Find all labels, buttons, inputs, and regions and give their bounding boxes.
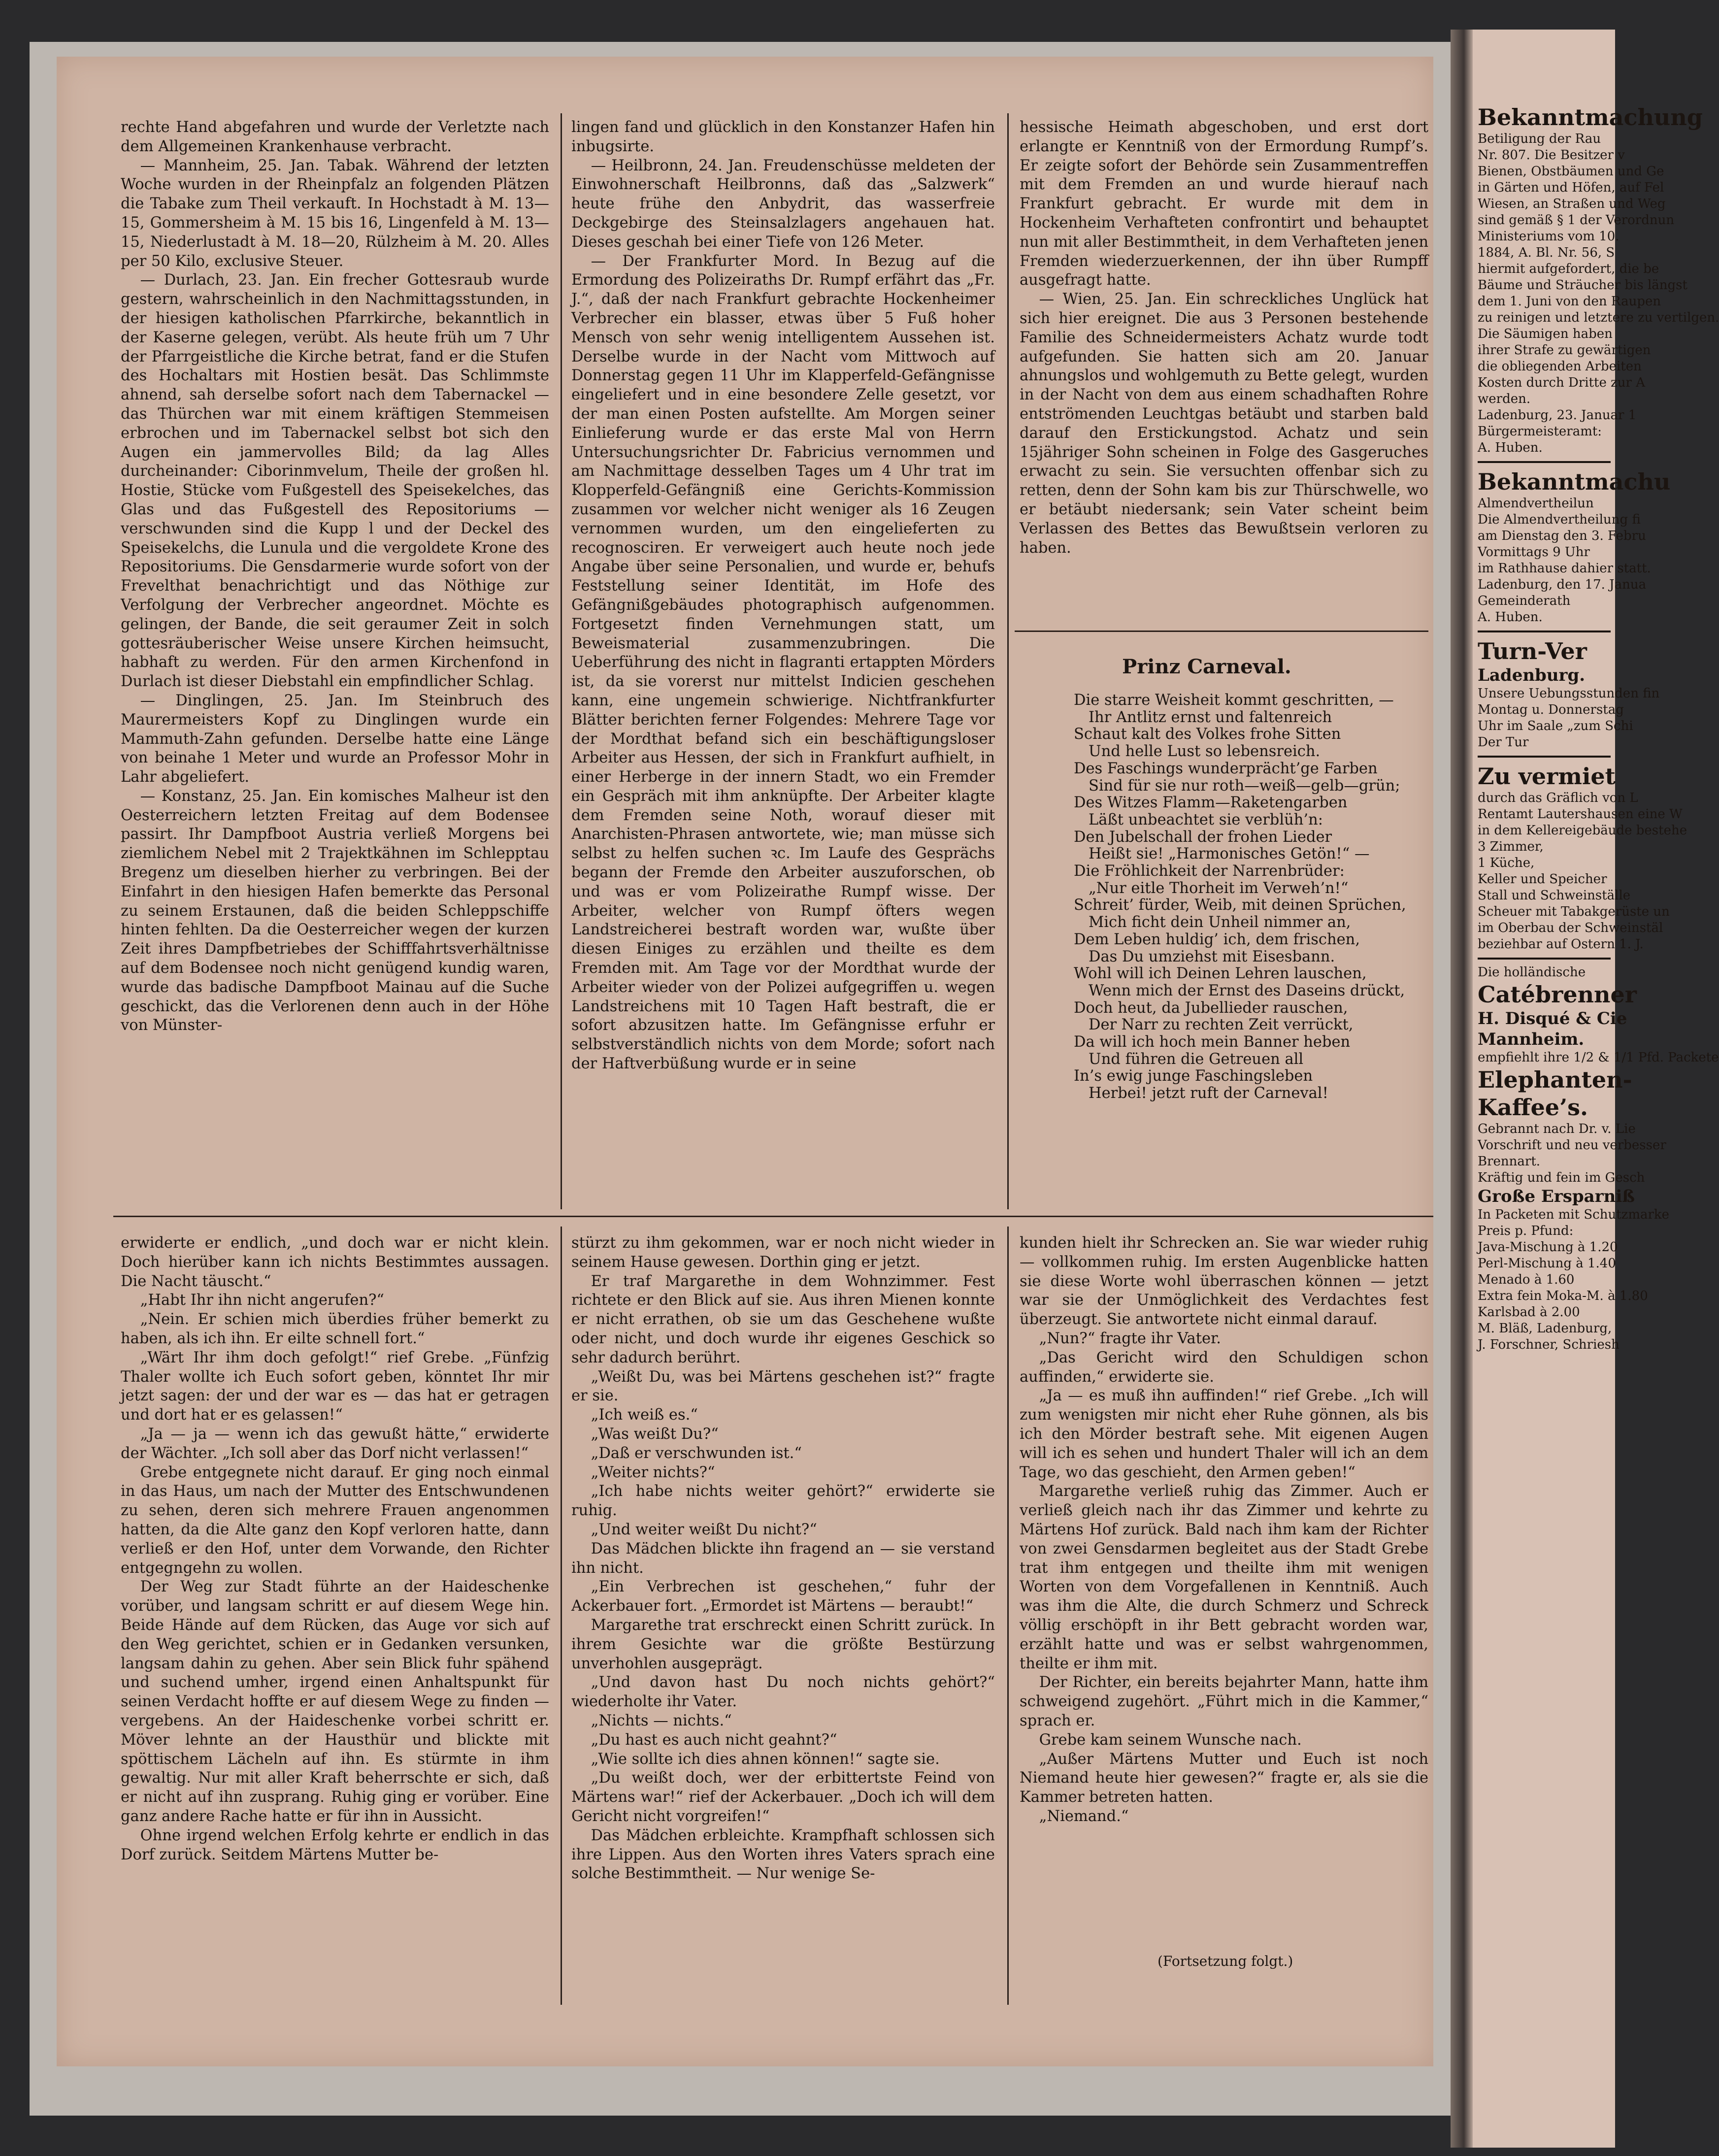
paragraph: Ohne irgend welchen Erfolg kehrte er endlich in das Dorf zurück. Seitdem Märtens Mutter be- <box>121 1826 549 1863</box>
ad-line: Bienen, Obstbäumen und Ge <box>1478 164 1664 179</box>
paragraph: — Konstanz, 25. Jan. Ein komisches Malheur ist den Oesterreichern letzten Freitag auf dem Bodensee passirt. Ihr Dampfboot Austria verließ Morgens bei ziemlichem Nebel mit 2 Trajektkähnen im Schlepptau Bregenz um dieselben hierher zu verbringen. Bei der Einfahrt in den hiesigen Hafen bemerkte das Personal zu seinem Erstaunen, daß die beiden Schleppschiffe hinten fehlten. Da die Oesterreicher wegen der kurzen Zeit ihres Dampfbetriebes der Schifffahrtsverhältnisse auf dem Bodensee noch nicht genügend kundig waren, wurde das badische Dampfboot Mainau auf die Suche geschickt, das die Verlorenen denn auch in der Höhe von Münster- <box>121 787 549 1034</box>
poem-line: Und führen die Getreuen all <box>1089 1050 1304 1068</box>
ad-divider <box>1478 630 1611 632</box>
ad-line: am Dienstag den 3. Febru <box>1478 529 1646 543</box>
ad-line: Ladenburg. <box>1478 665 1586 685</box>
paragraph: kunden hielt ihr Schrecken an. Sie war wieder ruhig — vollkommen ruhig. Im ersten Augenblicke hatten sie diese Worte wohl überraschen können — jetzt war sie der Unmöglichkeit des Verdachtes fest überzeugt. Sie antwortete nicht einmal darauf. <box>1020 1234 1428 1328</box>
paragraph: Margarethe verließ ruhig das Zimmer. Auch er verließ gleich nach ihr das Zimmer und kehrte zu Märtens Hof zurück. Bald nach ihm kam der Richter von zwei Gensdarmen begleitet aus der Stadt Grebe trat ihm entgegen und theilte ihm mit wenigen Worten von dem Vorgefallenen in Kenntniß. Auch was ihm die Alte, die durch Schmerz und Schreck völlig erschöpft in ihr Bett gebracht worden war, erzählt hatte und was er selbst wahrgenommen, theilte er ihm mit. <box>1020 1483 1428 1672</box>
ad-line: Vormittags 9 Uhr <box>1478 545 1590 560</box>
ad-line: 3 Zimmer, <box>1478 839 1544 854</box>
paragraph: Grebe entgegnete nicht darauf. Er ging noch einmal in das Haus, um nach der Mutter des Entschwundenen zu sehen, deren sich mehrere Frauen angenommen hatten, da die Alte ganz den Kopf verloren hatte, dann verließ er den Hof, unter dem Vorwande, den Richter entgegngehn zu wollen. <box>121 1463 549 1577</box>
ad-line: Bekanntmachung <box>1478 104 1703 131</box>
adjacent-page-ads <box>1473 30 1719 2148</box>
ad-line: Nr. 807. Die Besitzer v <box>1478 148 1625 163</box>
paragraph: lingen fand und glücklich in den Konstanzer Hafen hin inbugsirte. <box>571 119 995 155</box>
paragraph: — Dinglingen, 25. Jan. Im Steinbruch des Maurermeisters Kopf zu Dinglingen wurde ein Mammuth-Zahn gefunden. Derselbe hatte eine Länge von beinahe 1 Meter und wurde an Professor Mohr in Lahr abgeliefert. <box>121 692 549 786</box>
poem-line: Schaut kalt des Volkes frohe Sitten <box>1074 726 1341 743</box>
ad-line: A. Huben. <box>1478 440 1543 455</box>
ad-line: Extra fein Moka-M. à 1.80 <box>1478 1289 1648 1303</box>
ad-line: Zu vermiet <box>1478 763 1616 790</box>
paragraph: „Nichts — nichts.“ <box>591 1712 732 1729</box>
paragraph: Das Mädchen blickte ihn fragend an — sie verstand ihn nicht. <box>571 1540 995 1577</box>
ad-line: Preis p. Pfund: <box>1478 1224 1574 1238</box>
article-column-top-1 <box>121 118 549 1212</box>
ad-line: A. Huben. <box>1478 610 1543 625</box>
feuilleton-divider <box>113 1216 1433 1217</box>
paragraph: „Nein. Er schien mich überdies früher bemerkt zu haben, als ich ihn. Er eilte schnell fort.“ <box>121 1311 549 1347</box>
ad-line: Stall und Schweinställe <box>1478 888 1631 903</box>
column-divider <box>561 113 562 1209</box>
paragraph: „Ja — ja — wenn ich das gewußt hätte,“ erwiderte der Wächter. „Ich soll aber das Dorf nicht verlassen!“ <box>121 1425 549 1462</box>
poem-line: Der Narr zu rechten Zeit verrückt, <box>1089 1016 1354 1034</box>
ad-line: Gemeinderath <box>1478 594 1571 608</box>
ad-line: ihrer Strafe zu gewärtigen <box>1478 343 1651 358</box>
ad-line: Die Almendvertheilung fi <box>1478 512 1641 527</box>
poem-line: Doch heut, da Jubellieder rauschen, <box>1074 999 1348 1017</box>
poem-line: Heißt sie! „Harmonisches Getön!“ — <box>1089 845 1370 863</box>
poem-line: Wenn mich der Ernst des Daseins drückt, <box>1089 982 1405 999</box>
ad-line: J. Forschner, Schriesh <box>1478 1337 1620 1352</box>
ad-line: beziehbar auf Ostern 1. J. <box>1478 937 1644 952</box>
ad-line: die obliegenden Arbeiten <box>1478 359 1642 374</box>
article-column-top-3 <box>1020 118 1428 621</box>
ad-line: Java-Mischung à 1.20 <box>1478 1240 1618 1255</box>
paragraph: „Weiter nichts?“ <box>591 1463 715 1481</box>
poem-line: Die starre Weisheit kommt geschritten, — <box>1074 692 1394 709</box>
paragraph: „Niemand.“ <box>1039 1807 1129 1825</box>
paragraph: „Ich weiß es.“ <box>591 1406 698 1424</box>
paragraph: „Nun?“ fragte ihr Vater. <box>1039 1329 1221 1347</box>
poem-line: Sind für sie nur roth—weiß—gelb—grün; <box>1089 777 1400 795</box>
ad-line: Catébrenner <box>1478 981 1637 1008</box>
continuation-note: (Fortsetzung folgt.) <box>1157 1953 1293 1969</box>
poem-line: Mich ficht dein Unheil nimmer an, <box>1089 914 1351 931</box>
paragraph: Der Richter, ein bereits bejahrter Mann, hatte ihm schweigend zugehört. „Führt mich in die Kammer,“ sprach er. <box>1020 1674 1428 1729</box>
ad-divider <box>1478 756 1611 758</box>
ad-line: Kosten durch Dritte zur A <box>1478 375 1646 390</box>
poem-line: Schreit’ fürder, Weib, mit deinen Sprüchen, <box>1074 896 1406 914</box>
poem-line: Läßt unbeachtet sie verblüh’n: <box>1089 811 1323 829</box>
paragraph: „Weißt Du, was bei Märtens geschehen ist?“ fragte er sie. <box>571 1368 995 1405</box>
paragraph: „Außer Märtens Mutter und Euch ist noch Niemand heute hier gewesen?“ fragte er, als sie die Kammer betreten hatten. <box>1020 1750 1428 1806</box>
poem-line: Des Witzes Flamm—Raketengarben <box>1074 794 1348 812</box>
ad-line: H. Disqué & Cie <box>1478 1009 1627 1028</box>
article-column-top-2 <box>571 118 995 1212</box>
ad-divider <box>1478 958 1611 960</box>
ad-line: Vorschrift und neu verbesser <box>1478 1138 1666 1153</box>
ad-line: Der Tur <box>1478 735 1529 750</box>
column-divider <box>1007 1227 1009 2005</box>
paragraph: „Ein Verbrechen ist geschehen,“ fuhr der Ackerbauer fort. „Ermordet ist Märtens — beraubt!“ <box>571 1578 995 1615</box>
ad-line: Keller und Speicher <box>1478 872 1607 887</box>
ad-line: dem 1. Juni von den Raupen <box>1478 294 1661 309</box>
paragraph: „Du hast es auch nicht geahnt?“ <box>591 1731 837 1749</box>
section-divider <box>1015 630 1428 632</box>
column-divider <box>561 1227 562 2005</box>
poem-line: Und helle Lust so lebensreich. <box>1089 743 1321 761</box>
paragraph: Das Mädchen erbleichte. Krampfhaft schlossen sich ihre Lippen. Aus den Worten ihres Vaters sprach eine solche Bestimmtheit. — Nur wenige Se- <box>571 1826 995 1883</box>
ad-line: Scheuer mit Tabakgerüste un <box>1478 904 1670 919</box>
ad-line: in Gärten und Höfen, auf Fel <box>1478 180 1664 195</box>
ad-line: Rentamt Lautershausen eine W <box>1478 807 1683 822</box>
ad-line: Ladenburg, den 17. Janua <box>1478 577 1647 592</box>
column-divider <box>1007 113 1009 1209</box>
ad-line: Menado à 1.60 <box>1478 1272 1575 1287</box>
paragraph: „Wie sollte ich dies ahnen können!“ sagte sie. <box>591 1750 940 1768</box>
poem-line: In’s ewig junge Faschingsleben <box>1074 1067 1313 1085</box>
paragraph: Der Weg zur Stadt führte an der Haideschenke vorüber, und langsam schritt er auf diesem Wege hin. Beide Hände auf dem Rücken, das Auge vor sich auf den Weg gerichtet, schien er in Gedanken versunken, langsam dahin zu gehen. Aber sein Blick fuhr spähend und suchend umher, irgend einen Anhaltspunkt für seinen Verdacht hoffte er auf diesem Wege zu finden — vergebens. An der Haideschenke vorbei schritt er. Möver lehnte an der Hausthür und blickte mit spöttischem Lächeln auf ihn. Es stürmte in ihm gewaltig. Nur mit aller Kraft beherrschte er sich, daß er nicht auf ihn zusprang. Ruhig ging er vorüber. Eine ganz andere Rache hatte er für ihn in Aussicht. <box>121 1578 549 1825</box>
paragraph: Margarethe trat erschreckt einen Schritt zurück. In ihrem Gesichte war die größte Bestürzung unverhohlen ausgeprägt. <box>571 1616 995 1672</box>
ad-line: Perl-Mischung à 1.40 <box>1478 1256 1616 1271</box>
ad-line: im Rathhause dahier statt. <box>1478 561 1651 576</box>
ad-line: 1884, A. Bl. Nr. 56, S <box>1478 245 1615 260</box>
paragraph: hessische Heimath abgeschoben, und erst dort erlangte er Kenntniß von der Ermordung Rumpf’s. Er zeigte sofort der Behörde sein Zusammentreffen mit dem Fremden an und wurde hierauf nach Frankfurt gebracht. Er wurde mit dem in Hockenheim Verhafteten confrontirt und behauptet nun mit aller Bestimmtheit, in dem Verhafteten jenen Fremden wiederzuerkennen, der ihn über Rumpff ausgefragt hatte. <box>1020 119 1428 289</box>
paragraph: „Daß er verschwunden ist.“ <box>591 1444 802 1462</box>
ad-line: Die Säumigen haben <box>1478 327 1613 341</box>
ad-line: In Packeten mit Schutzmarke <box>1478 1207 1670 1222</box>
paragraph: — Wien, 25. Jan. Ein schreckliches Unglück hat sich hier ereignet. Die aus 3 Personen bestehende Familie des Schneidermeisters Achatz wurde todt aufgefunden. Sie hatten sich am 20. Januar ahnungslos und wohlgemuth zu Bette gelegt, wurden in der Nacht von dem aus einem schadhaften Rohre entströmenden Leuchtgas betäubt und starben bald darauf den Erstickungstod. Achatz und sein 15jähriger Sohn scheinen in Folge des Gasgeruches erwacht zu sein. Sie versuchten offenbar sich zu retten, denn der Sohn kam bis zur Thürschwelle, wo er betäubt niedersank; sein Vater scheint beim Verlassen des Bettes das Bewußtsein verloren zu haben. <box>1020 291 1428 557</box>
ad-line: empfiehlt ihre 1/2 & 1/1 Pfd. Packete <box>1478 1050 1719 1065</box>
ad-line: Ministeriums vom 10. <box>1478 229 1620 244</box>
ad-line: Karlsbad à 2.00 <box>1478 1305 1580 1320</box>
paragraph: — Durlach, 23. Jan. Ein frecher Gottesraub wurde gestern, wahrscheinlich in den Nachmittagsstunden, in der hiesigen katholischen Pfarrkirche, bekanntlich in der Kaserne gelegen, verübt. Als heute früh um 7 Uhr der Pfarrgeistliche die Kirche betrat, fand er die Stufen des Hochaltars mit Hostien besät. Das Schlimmste ahnend, sah derselbe sofort nach dem Tabernackel — das Thürchen war mit einem kräftigen Stemmeisen erbrochen und im Tabernackel selbst bot sich den Augen ein jammervolles Bild; da lag Alles durcheinander: Ciborinmvelum, Theile der großen hl. Hostie, Stücke vom Fußgestell des Speisekelches, das Glas und das Fußgestell des Repositoriums — verschwunden sind die Kupp l und der Deckel des Speisekelchs, die Lunula und die vergoldete Krone des Repositoriums. Die Gensdarmerie wurde sofort von der Frevelthat benachrichtigt und das Nöthige zur Verfolgung der Verbrecher angeordnet. Möchte es gelingen, der Bande, die seit geraumer Zeit in solch gottesräuberischer Weise unsere Kirchen heimsucht, habhaft zu werden. Für den armen Kirchenfond in Durlach ist dieser Diebstahl ein empfindlicher Schlag. <box>121 271 549 691</box>
poem-line: Dem Leben huldig’ ich, dem frischen, <box>1074 930 1360 948</box>
paragraph: „Habt Ihr ihn nicht angerufen?“ <box>140 1292 385 1309</box>
ad-line: Turn-Ver <box>1478 638 1587 664</box>
paragraph: stürzt zu ihm gekommen, war er noch nicht wieder in seinem Hause gewesen. Dorthin ging er jetzt. <box>571 1234 995 1271</box>
paragraph: „Du weißt doch, wer der erbittertste Feind von Märtens war!“ rief der Ackerbauer. „Doch ich will dem Gericht nicht vorgreifen!“ <box>571 1769 995 1825</box>
poem-line: Das Du umziehst mit Eisesbann. <box>1089 948 1335 965</box>
ad-line: Kräftig und fein im Gesch <box>1478 1170 1645 1185</box>
paragraph: „Das Gericht wird den Schuldigen schon auffinden,“ erwiderte sie. <box>1020 1349 1428 1386</box>
paragraph: „Und weiter weißt Du nicht?“ <box>591 1521 817 1538</box>
ad-line: Kaffee’s. <box>1478 1094 1588 1121</box>
poem-line: Da will ich hoch mein Banner heben <box>1074 1033 1351 1051</box>
ad-line: werden. <box>1478 392 1531 406</box>
ad-line: Brennart. <box>1478 1154 1541 1169</box>
ad-line: Bäume und Sträucher bis längst <box>1478 278 1687 293</box>
poem-line: Wohl will ich Deinen Lehren lauschen, <box>1074 965 1367 983</box>
ad-line: zu reinigen und letztere zu vertilgen. <box>1478 310 1719 325</box>
poem-line: „Nur eitle Thorheit im Verweh’n!“ <box>1089 879 1349 897</box>
story-column-2 <box>571 1234 995 2007</box>
paragraph: „Ja — es muß ihn auffinden!“ rief Grebe. „Ich will zum wenigsten mir nicht eher Ruhe gönnen, als bis ich den Mörder bestraft sehe. Mit eigenen Augen will ich es sehen und hundert Thaler will ich an dem Tage, wo das geschieht, den Armen geben!“ <box>1020 1387 1428 1481</box>
ad-line: Betiligung der Rau <box>1478 132 1601 146</box>
paragraph: Grebe kam seinem Wunsche nach. <box>1039 1731 1302 1749</box>
ad-line: im Oberbau der Schweinstäl <box>1478 921 1663 935</box>
ad-line: Bürgermeisteramt: <box>1478 424 1602 439</box>
paragraph: — Heilbronn, 24. Jan. Freudenschüsse meldeten der Einwohnerschaft Heilbronns, daß das „Salzwerk“ heute frühe den Anbydrit, das wasserfreie Deckgebirge des Steinsalzlagers angehauen hat. Dieses geschah bei einer Tiefe von 126 Meter. <box>571 157 995 251</box>
ad-line: sind gemäß § 1 der Verordnun <box>1478 213 1675 228</box>
poem-line: Die Fröhlichkeit der Narrenbrüder: <box>1074 862 1345 880</box>
ad-line: 1 Küche, <box>1478 856 1535 870</box>
ad-line: Gebrannt nach Dr. v. Lie <box>1478 1122 1636 1136</box>
paragraph: „Und davon hast Du noch nichts gehört?“ wiederholte ihr Vater. <box>571 1674 995 1711</box>
ad-line: in dem Kellereigebäude bestehe <box>1478 823 1687 838</box>
paragraph: „Wärt Ihr ihm doch gefolgt!“ rief Grebe. „Fünfzig Thaler wollte ich Euch sofort geben, könntet Ihr mir jetzt sagen: der und der war es — das hat er getragen und dort hat er es gelassen!“ <box>121 1349 549 1424</box>
ad-line: M. Bläß, Ladenburg, <box>1478 1321 1612 1336</box>
ad-line: Ladenburg, 23. Januar 1 <box>1478 408 1637 423</box>
ad-line: Wiesen, an Straßen und Weg <box>1478 197 1666 211</box>
paragraph: rechte Hand abgefahren und wurde der Verletzte nach dem Allgemeinen Krankenhause verbracht. <box>121 119 549 155</box>
ad-divider <box>1478 461 1611 463</box>
ad-line: Die holländische <box>1478 965 1586 980</box>
paragraph: — Mannheim, 25. Jan. Tabak. Während der letzten Woche wurden in der Rheinpfalz an folgenden Plätzen die Tabake zum Theil verkauft. In Hochstadt à M. 13—15, Gommersheim à M. 15 bis 16, Lingenfeld à M. 13—15, Niederlustadt à M. 18—20, Rülzheim à M. 20. Alles per 50 Kilo, exclusive Steuer. <box>121 157 549 270</box>
ad-line: hiermit aufgefordert, die be <box>1478 262 1659 276</box>
story-column-1 <box>121 1234 549 2007</box>
ad-line: Große Ersparniß <box>1478 1187 1635 1206</box>
paragraph: erwiderte er endlich, „und doch war er nicht klein. Doch hierüber kann ich nichts Bestimmtes aussagen. Die Nacht täuscht.“ <box>121 1234 549 1290</box>
poem-line: Herbei! jetzt ruft der Carneval! <box>1089 1085 1328 1102</box>
ad-line: Bekanntmachu <box>1478 468 1671 495</box>
poem-line: Des Faschings wunderprächt’ge Farben <box>1074 760 1378 777</box>
ad-line: Elephanten- <box>1478 1066 1632 1093</box>
paragraph: — Der Frankfurter Mord. In Bezug auf die Ermordung des Polizeiraths Dr. Rumpf erfährt das „Fr. J.“, daß der nach Frankfurt gebrachte Hockenheimer Verbrecher ein blasser, etwas über 5 Fuß hoher Mensch von sehr wenig intelligentem Aussehen ist. Derselbe wurde in der Nacht vom Mittwoch auf Donnerstag gegen 11 Uhr im Klapperfeld-Gefängnisse eingeliefert und in eine besondere Zelle gesetzt, vor der man einen Posten aufstellte. Am Morgen seiner Einlieferung wurde er das erste Mal von Herrn Untersuchungsrichter Dr. Fabricius vernommen und am Nachmittage desselben Tages um 4 Uhr trat im Klopperfeld-Gefängniß eine Gerichts-Kommission zusammen vor welcher nicht weniger als 16 Zeugen vernommen wurden, um den eingelieferten zu recognosciren. Er verweigert auch heute noch jede Angabe über seine Personalien, und wurde er, behufs Feststellung seiner Identität, im Hofe des Gefängnißgebäudes photographisch aufgenommen. Fortgesetzt finden Vernehmungen statt, um Beweismaterial zusammenzubringen. Die Ueberführung des nicht in flagranti ertappten Mörders ist, da sie vorerst nur mittelst Indicien geschehen kann, eine ungemein schwierige. Nichtfrankfurter Blätter berichten ferner Folgendes: Mehrere Tage vor der Mordthat befand sich ein beschäftigungsloser Arbeiter aus Hessen, der sich in Frankfurt aufhielt, in einer Herberge in der innern Stadt, wo ein Fremder ein Gespräch mit ihm anknüpfte. Der Arbeiter klagte dem Fremden seine Noth, worauf dieser mit Anarchisten-Phrasen antwortete, wie; man müsse sich selbst zu helfen suchen ꝛc. Im Laufe des Gesprächs begann der Fremde den Arbeiter auszuforschen, ob und was er vom Polizeirathe Rumpf wisse. Der Arbeiter, welcher von Rumpf öfters wegen Landstreicherei bestraft worden war, wußte über diesen Einiges zu erzählen und theilte es dem Fremden mit. Am Tage vor der Mordthat wurde der Arbeiter wieder von der Polizei aufgegriffen u. wegen Landstreichens mit 10 Tagen Haft bestraft, die er sofort abzusitzen hatte. Im Gefängnisse erfuhr er selbstverständlich nichts von dem Morde; sofort nach der Haftverbüßung wurde er in seine <box>571 252 995 1073</box>
poem-title: Prinz Carneval. <box>1122 655 1291 678</box>
poem-line: Ihr Antlitz ernst und faltenreich <box>1089 708 1332 726</box>
ad-line: durch das Gräflich von L <box>1478 791 1638 805</box>
ad-line: Unsere Uebungsstunden fin <box>1478 686 1660 701</box>
page-gutter <box>1451 30 1473 2148</box>
poem-line: Den Jubelschall der frohen Lieder <box>1074 828 1332 846</box>
paragraph: „Ich habe nichts weiter gehört?“ erwiderte sie ruhig. <box>571 1483 995 1520</box>
paragraph: „Was weißt Du?“ <box>591 1425 719 1443</box>
story-column-3 <box>1020 1234 1428 1938</box>
paragraph: Er traf Margarethe in dem Wohnzimmer. Fest richtete er den Blick auf sie. Aus ihren Mienen konnte er nicht errathen, ob sie um das Geschehene wußte oder nicht, und doch wurde ihr eigenes Geschick so sehr dadurch berührt. <box>571 1272 995 1366</box>
ad-line: Montag u. Donnerstag <box>1478 702 1624 717</box>
ad-line: Almendvertheilun <box>1478 496 1594 511</box>
ad-line: Mannheim. <box>1478 1029 1585 1049</box>
poem-prinz-carneval <box>1074 692 1428 1102</box>
ad-line: Uhr im Saale „zum Schi <box>1478 719 1633 733</box>
